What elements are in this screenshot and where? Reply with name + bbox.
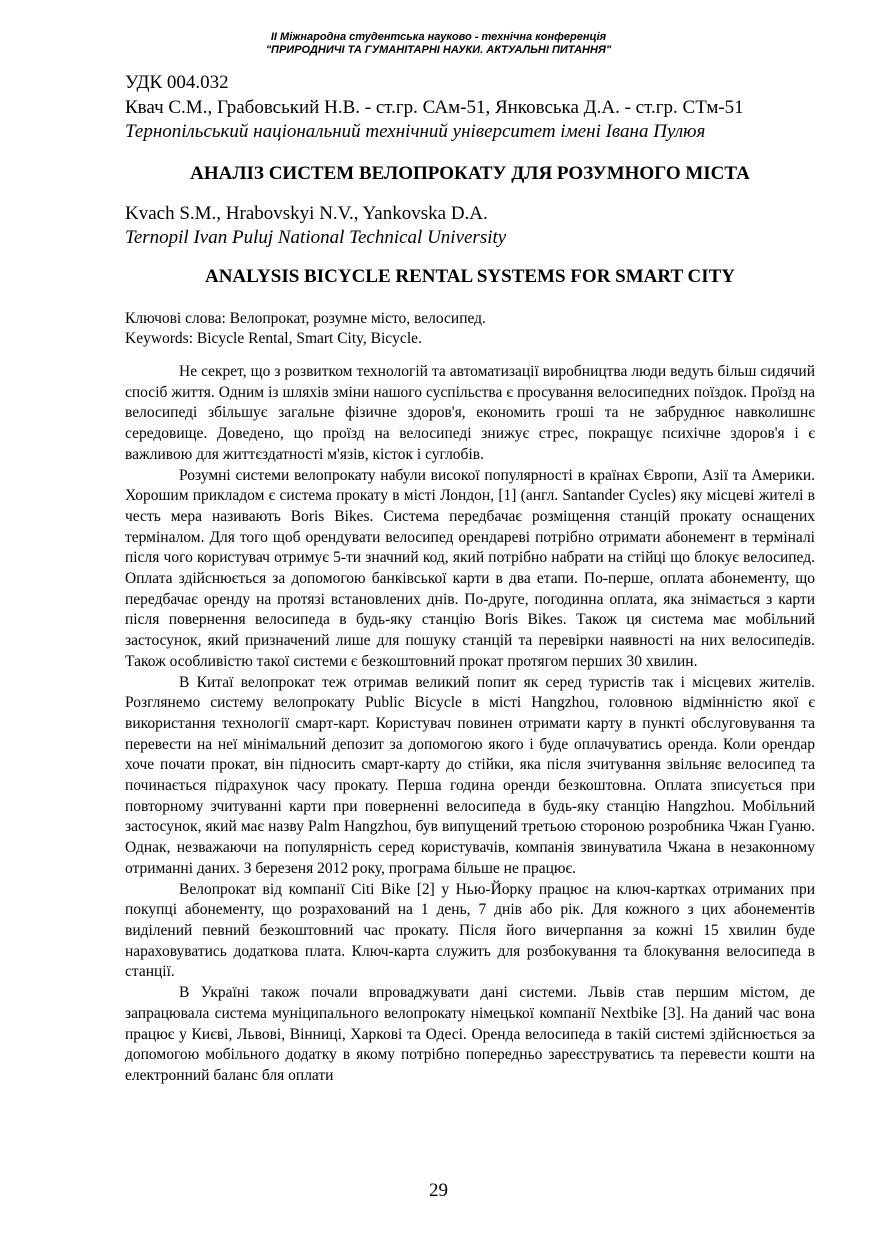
udk-code: УДК 004.032 xyxy=(125,72,229,93)
paragraph: В Україні також почали впроваджувати дані системи. Львів став першим містом, де запрацювала система муніципального велопрокату німецької компанії Nextbike [3]. На даний час вона працює у Києві, Львові, Вінниці, Харкові та Одесі. Оренда велосипеда в такій системі здійснюється за допомогою мобільного додатку в якому потрібно попередньо зареєструватись та перевести кошти на електронний баланс бля оплати xyxy=(125,984,815,1084)
paragraph: Розумні системи велопрокату набули високої популярності в країнах Європи, Азії та Америки. Хорошим прикладом є система прокату в місті Лондон, [1] (англ. Santander Cycles) яку місцеві жителі в честь мера називають Boris Bikes. Система передбачає розміщення станцій прокату оснащених терміналом. Для того щоб орендувати велосипед орендареві потрібно отримати абонемент в терміналі після чого користувач отримує 5-ти значний код, який потрібно набрати на стійці що блокує велосипед. Оплата здійснюється за допомогою банківської карти в два етапи. По-перше, оплата абонементу, що передбачає оренду на протязі встановлених днів. По-друге, погодинна оплата, яка знімається з карти після повернення велосипеда в будь-яку станцію Boris Bikes. Також ця система має мобільний застосунок, який призначений лише для пошуку станцій та перевірки наявності на них велосипедів. Також особливістю такої системи є безкоштовний прокат протягом перших 30 хвилин. xyxy=(125,466,815,670)
university-english: Ternopil Ivan Puluj National Technical University xyxy=(125,227,507,248)
paragraph: Велопрокат від компанії Citi Bike [2] у Нью-Йорку працює на ключ-картках отриманих при покупці абонементу, що розрахований на 1 день, 7 днів або рік. Для кожного з цих абонементів виділений певний безкоштовний час прокату. Після його вичерпання за кожні 15 хвилин буде нараховуватись додаткова плата. Ключ-карта служить для розбокування та блокування велосипеда в станції. xyxy=(125,880,815,981)
authors-english: Kvach S.M., Hrabovskyi N.V., Yankovska D.A. xyxy=(125,203,488,224)
conference-line-2: "ПРИРОДНИЧІ ТА ГУМАНІТАРНІ НАУКИ. АКТУАЛЬНІ ПИТАННЯ" xyxy=(265,44,612,56)
body-text xyxy=(125,362,815,1087)
title-ukrainian: АНАЛІЗ СИСТЕМ ВЕЛОПРОКАТУ ДЛЯ РОЗУМНОГО МІСТА xyxy=(190,163,750,184)
keywords-ukrainian: Ключові слова: Велопрокат, розумне місто, велосипед. xyxy=(125,310,486,327)
conference-header xyxy=(0,31,877,57)
title-english: ANALYSIS BICYCLE RENTAL SYSTEMS FOR SMART CITY xyxy=(204,266,736,287)
authors-ukrainian: Квач С.М., Грабовський Н.В. - ст.гр. САм-51, Янковська Д.А. - ст.гр. СТм-51 xyxy=(125,97,744,118)
paragraph: В Китаї велопрокат теж отримав великий попит як серед туристів так і місцевих жителів. Розглянемо систему велопрокату Public Bicycle в місті Hangzhou, головною відмінністю якої є використання технології смарт-карт. Користувач повинен отримати карту в пункті обслуговування та перевести на неї мінімальний депозит за допомогою якого і буде оплачуватись оренда. Коли орендар хоче почати прокат, він підносить смарт-карту до стійки, яка після зчитування звільняє велосипед та починається підрахунок часу прокату. Перша година оренди безкоштовна. Оплата зписується при повторному зчитуванні карти при поверненні велосипеда в будь-яку станцію Hangzhou. Мобільний застосунок, який має назву Palm Hangzhou, був випущений третьою стороною розробника Чжан Гуаню. Однак, незважаючи на популярність серед користувачів, компанія звинуватила Чжана в незаконному отриманні даних. З березеня 2012 року, програма більше не працює. xyxy=(125,673,815,877)
university-ukrainian: Тернопільський національний технічний університет імені Івана Пулюя xyxy=(125,121,706,142)
conference-line-1: ІІ Міжнародна студентська науково - технічна конференція xyxy=(270,31,607,43)
paragraph: Не секрет, що з розвитком технологій та автоматизації виробництва люди ведуть більш сидячий спосіб життя. Одним із шляхів зміни нашого суспільства є просування велосипедних поїздок. Проїзд на велосипеді збільшує загальне фізичне здоров'я, економить гроші та не забруднює навколишнє середовище. Доведено, що проїзд на велосипеді знижує стрес, покращує психічне здоров'я і є важливою для життєздатності м'язів, кісток і суглобів. xyxy=(125,363,815,463)
keywords-english: Keywords: Bicycle Rental, Smart City, Bicycle. xyxy=(125,330,422,347)
page-number: 29 xyxy=(429,1180,448,1201)
